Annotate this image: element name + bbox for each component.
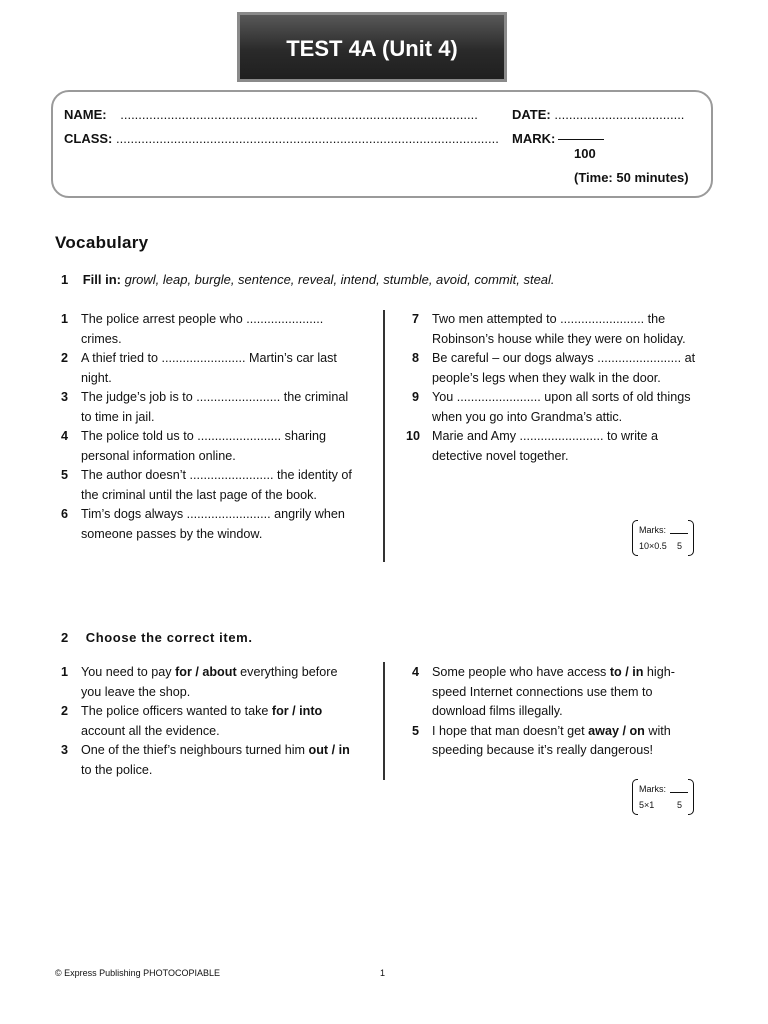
- marks-formula: 5×1: [639, 800, 655, 810]
- test-title: TEST 4A (Unit 4): [286, 36, 458, 61]
- list-item: 6 Tim’s dogs always ........................ angrily when someone passes by the window.: [61, 507, 345, 541]
- date-label: DATE:: [512, 107, 551, 122]
- ex2-number: 2: [61, 630, 69, 645]
- class-dots: ..........................................................................................................: [116, 131, 499, 146]
- name-field: [64, 107, 478, 122]
- marks-blank: [670, 533, 688, 534]
- name-dots: ...................................................................................................: [120, 107, 478, 122]
- answer-options: for / into: [271, 704, 323, 718]
- marks-blank: [670, 792, 688, 793]
- marks-label: Marks:: [639, 784, 666, 794]
- marks-label: Marks:: [639, 525, 666, 535]
- list-item: 5 The author doesn’t ........................ the identity of the criminal until the last page of the book.: [61, 468, 352, 502]
- page-number: 1: [380, 968, 386, 978]
- copyright-footer: © Express Publishing PHOTOCOPIABLE: [55, 968, 221, 978]
- ex2-left-column: [55, 663, 355, 780]
- ex1-left-column: [55, 310, 355, 544]
- list-item: 2 A thief tried to ........................ Martin’s car last night.: [61, 351, 337, 385]
- list-item: 1 You need to pay for / about everything before you leave the shop.: [61, 665, 338, 699]
- name-label: NAME:: [64, 107, 107, 122]
- answer-options: for / about: [175, 665, 237, 679]
- ex2-column-divider: [383, 662, 385, 780]
- list-item: 7 Two men attempted to ........................ the Robinson’s house while they were on holiday.: [412, 312, 686, 346]
- list-item: 3 The judge’s job is to ........................ the criminal to time in jail.: [61, 390, 349, 424]
- ex2-instruction-text: Choose the correct item.: [85, 630, 253, 645]
- list-item: 3 One of the thief’s neighbours turned him out / in to the police.: [61, 743, 350, 777]
- mark-total: 100: [574, 146, 596, 161]
- right-bracket: [688, 779, 694, 815]
- ex2-marks-box: [632, 779, 694, 813]
- ex1-number: 1: [61, 272, 69, 287]
- marks-formula: 10×0.5: [639, 541, 667, 551]
- class-field: [64, 131, 499, 146]
- mark-line: [558, 139, 604, 140]
- ex1-marks-box: [632, 520, 694, 554]
- ex2-instruction: [61, 630, 253, 645]
- list-item: 10 Marie and Amy ........................ to write a detective novel together.: [406, 429, 659, 463]
- ex1-right-column: [406, 310, 706, 466]
- left-bracket: [632, 779, 638, 815]
- list-item: 2 The police officers wanted to take for / into account all the evidence.: [61, 704, 323, 738]
- section-title: Vocabulary: [55, 233, 149, 252]
- list-item: 1 The police arrest people who ...................... crimes.: [61, 312, 324, 346]
- answer-options: away / on: [588, 723, 645, 738]
- marks-total: 5: [676, 541, 682, 551]
- list-item: 5 I hope that man doesn’t get away / on with speeding because it’s really dangerous!: [412, 723, 671, 757]
- mark-field: [512, 131, 604, 146]
- right-bracket: [688, 520, 694, 556]
- ex1-instruction: [61, 272, 555, 287]
- answer-options: out / in: [308, 743, 350, 757]
- ex1-instruction-label: Fill in:: [82, 272, 121, 287]
- ex1-column-divider: [383, 310, 385, 562]
- list-item: 4 The police told us to ........................ sharing personal information online.: [61, 429, 326, 463]
- test-title-banner: [237, 12, 507, 82]
- list-item: 4 Some people who have access to / in high-speed Internet connections use them to download films illegally.: [412, 665, 675, 718]
- mark-label: MARK:: [512, 131, 556, 146]
- date-dots: ....................................: [554, 107, 685, 122]
- date-field: [512, 107, 684, 122]
- ex2-right-column: [406, 663, 706, 761]
- class-label: CLASS:: [64, 131, 113, 146]
- time-limit: (Time: 50 minutes): [574, 170, 689, 185]
- answer-options: to / in: [609, 665, 644, 679]
- left-bracket: [632, 520, 638, 556]
- list-item: 9 You ........................ upon all sorts of old things when you go into Grandma’s attic.: [412, 390, 691, 424]
- list-item: 8 Be careful – our dogs always ........................ at people’s legs when they walk in the door.: [412, 351, 696, 385]
- ex1-word-bank: growl, leap, burgle, sentence, reveal, intend, stumble, avoid, commit, steal.: [124, 272, 555, 287]
- marks-total: 5: [676, 800, 682, 810]
